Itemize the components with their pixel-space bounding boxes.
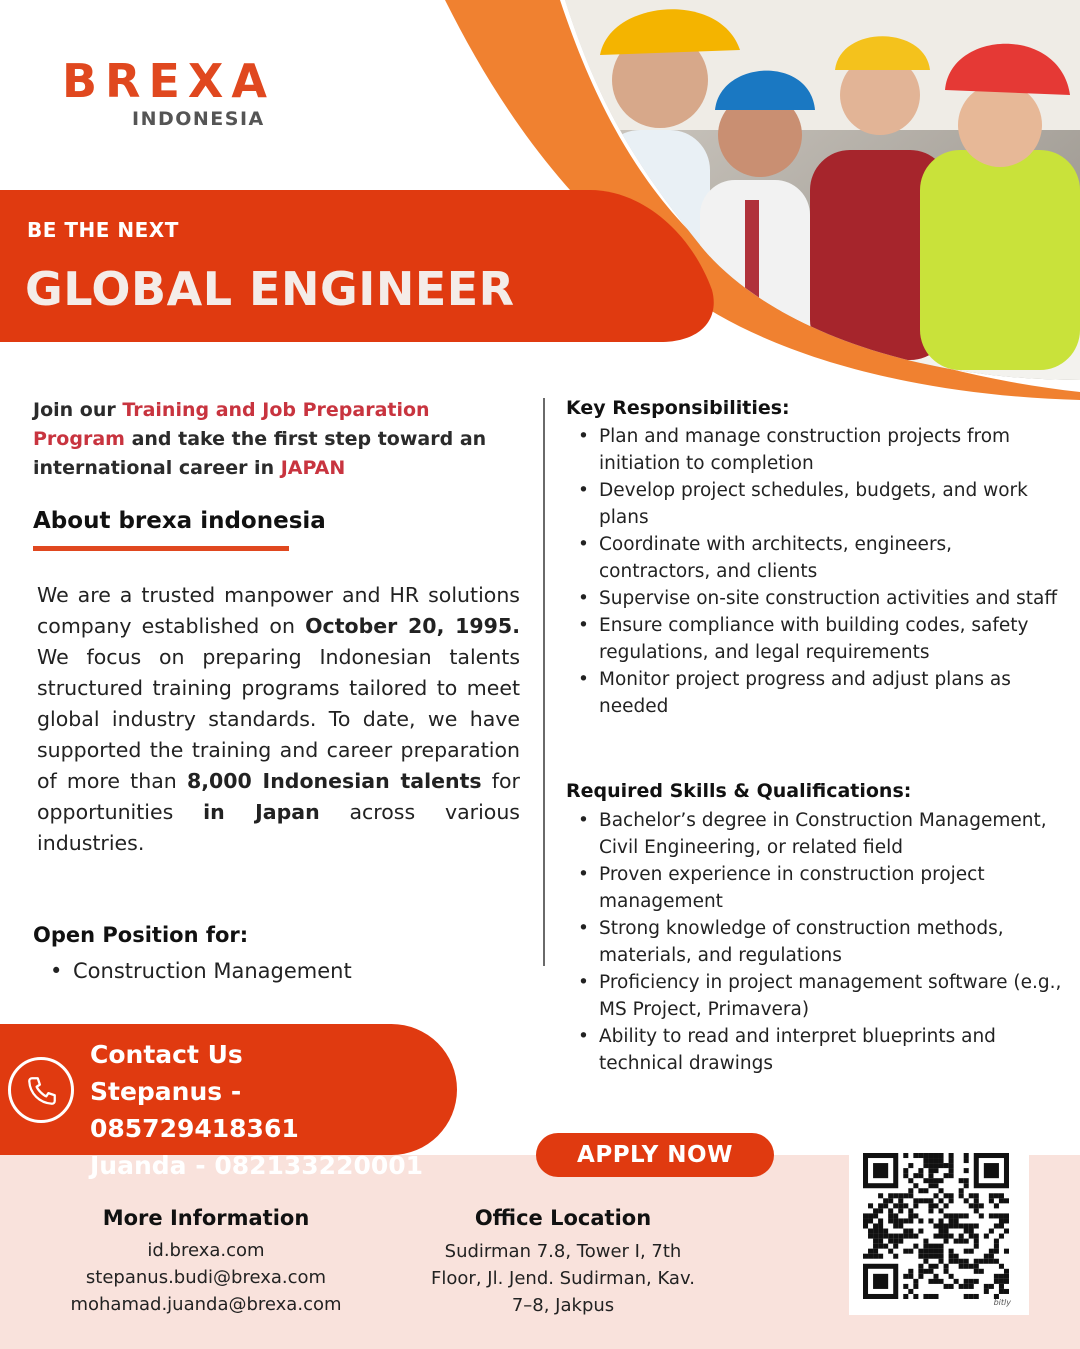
office-line-1: Sudirman 7.8, Tower I, 7th (444, 1241, 682, 1262)
about-title: About brexa indonesia (33, 508, 326, 534)
open-position-title: Open Position for: (33, 923, 249, 947)
about-text-1: We are a trusted manpower and HR solutions company established on (37, 583, 520, 638)
hero-title: GLOBAL ENGINEER (25, 262, 515, 316)
qr-tag: bitly (993, 1298, 1011, 1307)
about-text-4: across various industries. (37, 800, 520, 855)
intro-text-2: and take the first step toward an international career in (33, 428, 487, 479)
contact-stepanus[interactable]: Stepanus - 085729418361 (90, 1077, 299, 1143)
list-item: • Supervise on-site construction activities and staff (578, 585, 1068, 612)
email-link-juanda[interactable]: mohamad.juanda@brexa.com (70, 1294, 342, 1315)
contact-juanda[interactable]: Juanda - 082133220001 (90, 1151, 424, 1180)
qr-code-icon (863, 1153, 1009, 1299)
apply-now-button[interactable]: APPLY NOW (536, 1133, 774, 1177)
list-item: • Monitor project progress and adjust plans as needed (578, 666, 1068, 720)
about-country: in Japan (203, 800, 320, 824)
office-line-2: Floor, Jl. Jend. Sudirman, Kav. (431, 1268, 695, 1289)
brexa-logo (62, 54, 362, 130)
list-item: • Construction Management (50, 956, 352, 986)
office-address (400, 1238, 726, 1319)
intro-highlight-program: Training and Job Preparation Program (33, 399, 430, 450)
about-paragraph (37, 580, 520, 859)
open-position-list (50, 956, 352, 986)
hero-kicker: BE THE NEXT (27, 218, 179, 242)
qr-code[interactable] (849, 1145, 1029, 1315)
office-title: Office Location (474, 1206, 652, 1230)
list-item: • Ensure compliance with building codes, safety regulations, and legal requirements (578, 612, 1068, 666)
list-item: • Proven experience in construction project management (578, 861, 1068, 915)
qualifications-list (578, 807, 1068, 1077)
website-link[interactable]: id.brexa.com (147, 1240, 265, 1261)
more-info-title: More Information (102, 1206, 310, 1230)
logo-region: INDONESIA (132, 108, 265, 130)
list-item: • Develop project schedules, budgets, and work plans (578, 477, 1068, 531)
email-link-stepanus[interactable]: stepanus.budi@brexa.com (85, 1267, 327, 1288)
about-text-2: We focus on preparing Indonesian talents structured training programs tailored to meet global industry standards. To date, we have supported the training and career preparation of more than (37, 645, 520, 793)
intro-text-1: Join our (33, 399, 123, 421)
contact-panel (0, 1024, 457, 1180)
list-item: • Bachelor’s degree in Construction Management, Civil Engineering, or related field (578, 807, 1068, 861)
list-item: • Ability to read and interpret blueprints and technical drawings (578, 1023, 1068, 1077)
contact-title: Contact Us (90, 1040, 243, 1069)
about-text-3: for opportunities (37, 769, 520, 824)
list-item: • Strong knowledge of construction methods, materials, and regulations (578, 915, 1068, 969)
intro-paragraph (33, 396, 523, 483)
intro-highlight-japan: JAPAN (280, 457, 346, 479)
more-info-list (30, 1237, 382, 1318)
responsibilities-title: Key Responsibilities: (566, 397, 790, 419)
responsibilities-list (578, 423, 1068, 720)
list-item: • Coordinate with architects, engineers, contractors, and clients (578, 531, 1068, 585)
list-item: • Proficiency in project management software (e.g., MS Project, Primavera) (578, 969, 1068, 1023)
about-founded-date: October 20, 1995. (305, 614, 520, 638)
office-line-3: 7–8, Jakpus (511, 1295, 615, 1316)
about-talent-count: 8,000 Indonesian talents (186, 769, 482, 793)
logo-wordmark: BREXA (62, 54, 275, 108)
phone-icon (8, 1057, 74, 1123)
contact-details (90, 1036, 457, 1184)
about-underline (33, 546, 289, 551)
list-item: • Plan and manage construction projects from initiation to completion (578, 423, 1068, 477)
column-divider (543, 398, 545, 966)
qualifications-title: Required Skills & Qualifications: (566, 780, 912, 802)
